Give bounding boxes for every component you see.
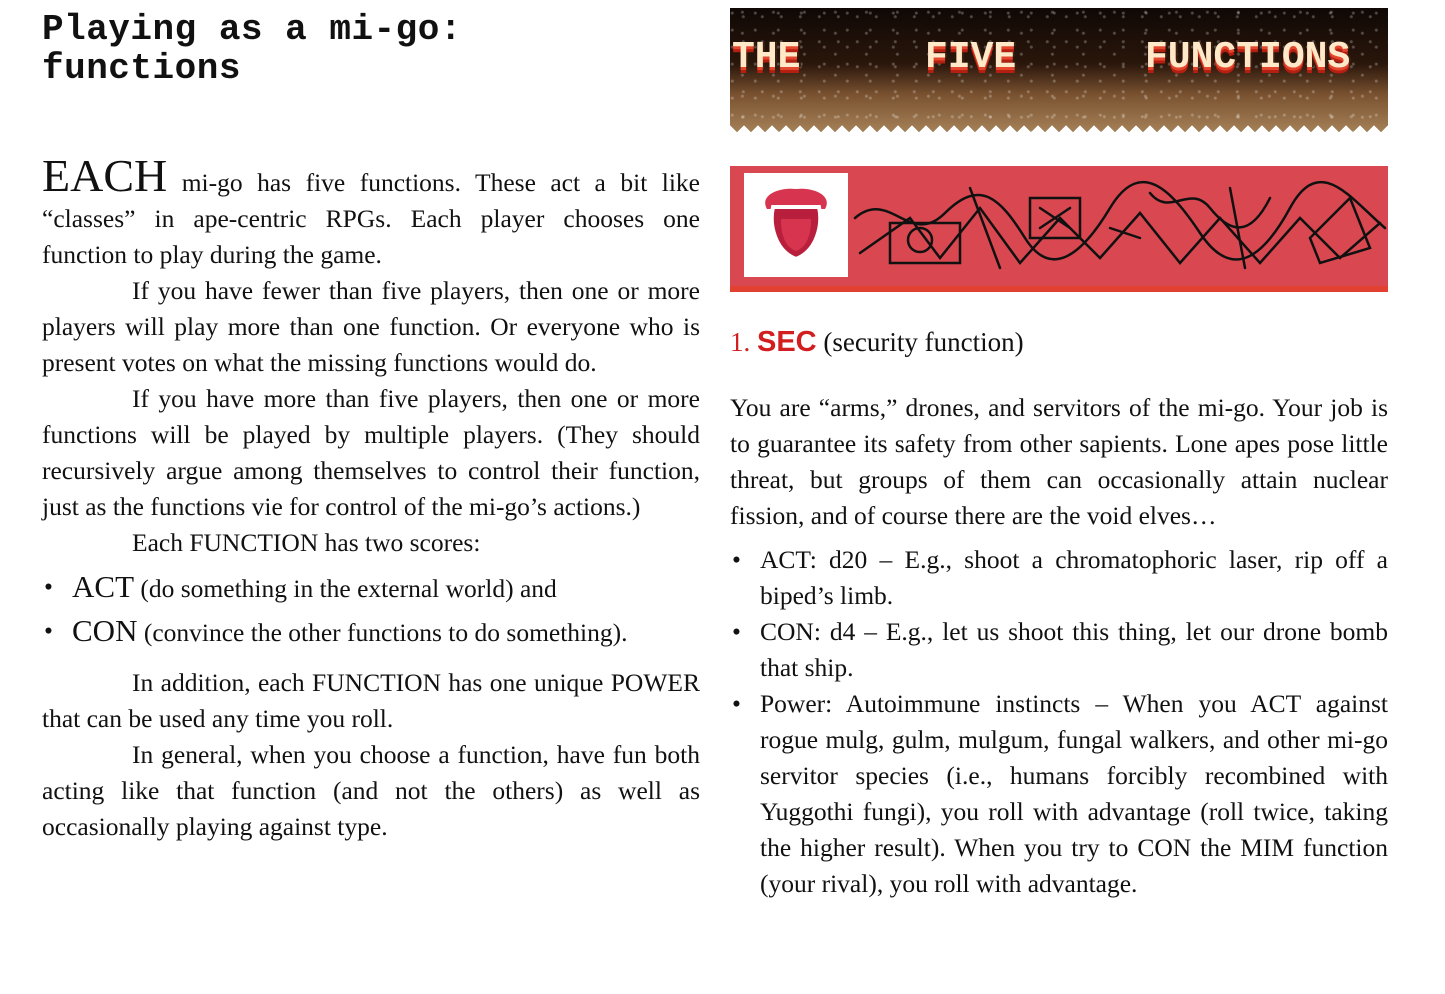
list-item (42, 613, 700, 651)
banner-word: THE (732, 36, 801, 79)
banner-word: FIVE (925, 36, 1017, 79)
emblem-frame (744, 173, 848, 277)
score-description: (convince the other functions to do something). (137, 618, 628, 647)
bullet-icon: • (44, 616, 53, 645)
paragraph-more-players: If you have more than five players, then one or more functions will be played by multiple players. (They should recursively argue among themselves to control their function, just as the functions vie for control of the mi-go’s actions.) (42, 384, 700, 521)
right-column (730, 8, 1388, 902)
page-title (42, 10, 700, 88)
function-abbreviation: SEC (757, 326, 817, 358)
sec-description: You are “arms,” drones, and servitors of the mi-go. Your job is to guarantee its safety from other sapients. Lone apes pose little threat, but groups of them can occasionally attain nuclear fission, and of course there are the void elves… (730, 393, 1388, 530)
page-title-line2: functions (42, 48, 241, 89)
intro-text: mi-go has five functions. These act a bit like “classes” in ape-centric RPGs. Each player chooses one function to play during the game. (42, 168, 700, 269)
sec-function-strip (730, 166, 1388, 292)
act-stat: ACT: d20 – E.g., shoot a chromatophoric laser, rip off a biped’s limb. (760, 545, 1388, 610)
sec-heading (730, 324, 1388, 360)
scribble-artwork (850, 178, 1388, 274)
list-item (730, 686, 1388, 902)
score-description: (do something in the external world) and (134, 574, 557, 603)
function-full-name: (security function) (816, 327, 1024, 357)
list-item (730, 542, 1388, 614)
paragraph-general: In general, when you choose a function, have fun both acting like that function (and not the others) as well as occasionally playing against type. (42, 740, 700, 841)
bullet-icon: • (732, 545, 741, 574)
list-item (730, 614, 1388, 686)
function-number: 1. (730, 327, 751, 357)
banner-word: FUNCTIONS (1145, 36, 1351, 79)
con-stat: CON: d4 – E.g., let us shoot this thing, let our drone bomb that ship. (760, 617, 1388, 682)
left-column (42, 10, 700, 845)
bullet-icon: • (732, 617, 741, 646)
intro-dropcap: EACH (42, 150, 168, 201)
score-term: ACT (72, 569, 134, 604)
mi-go-brain-emblem-icon (759, 185, 833, 265)
page-title-line1: Playing as a mi-go: (42, 9, 462, 50)
list-item (42, 569, 700, 607)
five-functions-banner (730, 8, 1388, 132)
intro-paragraph (42, 150, 700, 273)
paragraph-scores-intro: Each FUNCTION has two scores: (132, 528, 481, 557)
bullet-icon: • (44, 572, 53, 601)
scores-list (42, 569, 700, 651)
paragraph-power: In addition, each FUNCTION has one unique POWER that can be used any time you roll. (42, 668, 700, 733)
sec-stats-list (730, 542, 1388, 902)
power-stat: Power: Autoimmune instincts – When you ACT against rogue mulg, gulm, mulgum, fungal walkers, and other mi-go servitor species (i.e., humans forcibly recombined with Yuggothi fungi), you roll with advantage (roll twice, taking the higher result). When you try to CON the MIM function (your rival), you roll with advantage. (760, 689, 1388, 898)
paragraph-fewer-players: If you have fewer than five players, then one or more players will play more than one function. Or everyone who is present votes on what the missing functions would do. (42, 276, 700, 377)
score-term: CON (72, 613, 138, 648)
bullet-icon: • (732, 689, 741, 718)
